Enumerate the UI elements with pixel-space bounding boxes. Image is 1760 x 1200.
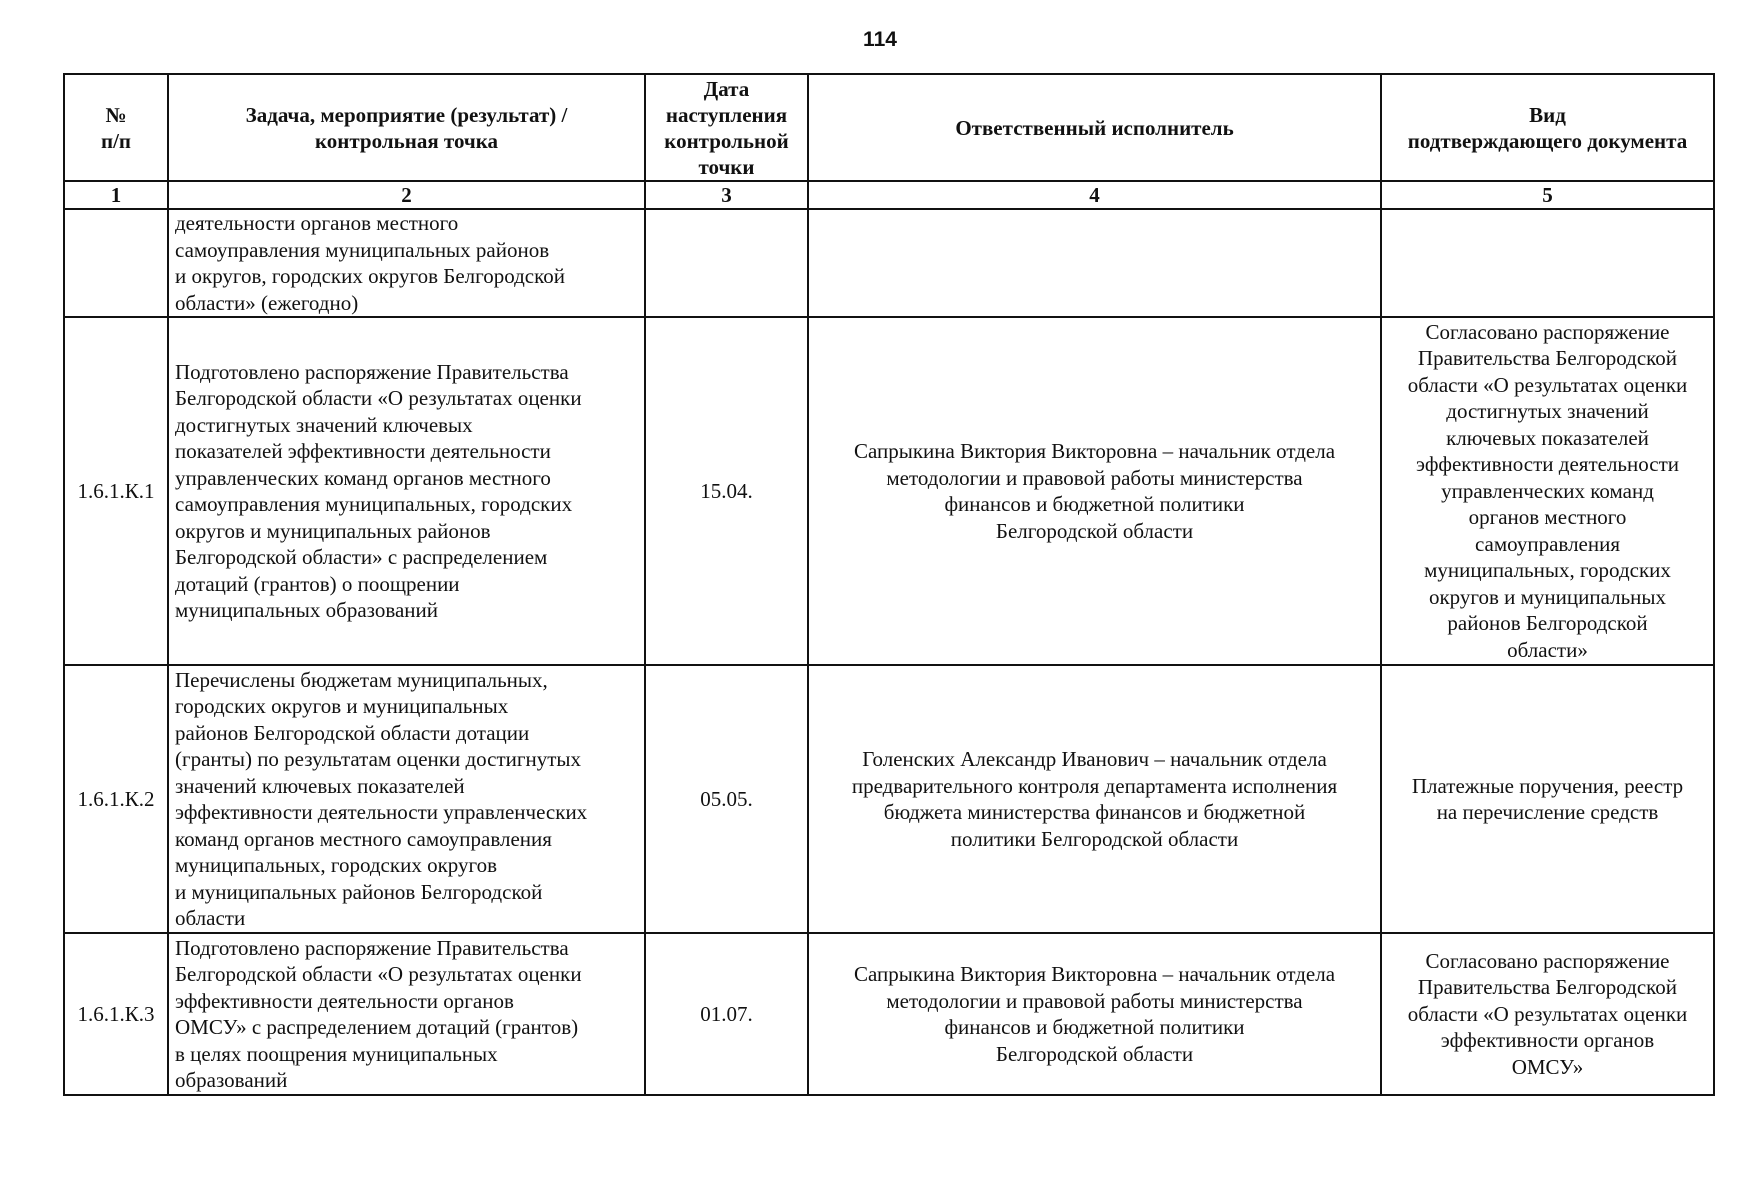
table-row (64, 665, 1714, 933)
column-number: 3 (645, 181, 808, 209)
row-document-cell: Согласовано распоряжение Правительства Белгородской области «О результатах оценки достигнутых значений ключевых показателей эффективности деятельности управленческих команд органов местного самоуправления муниципальных, городских округов и муниципальных районов Белгородской области» (1381, 317, 1714, 665)
row-document-cell: Согласовано распоряжение Правительства Белгородской области «О результатах оценки эффективности органов ОМСУ» (1381, 933, 1714, 1095)
column-number: 2 (168, 181, 645, 209)
row-document-cell (1381, 209, 1714, 317)
header-document (1381, 74, 1714, 181)
header-document-label: Вид подтверждающего документа (1407, 102, 1688, 153)
header-num-label: № п/п (100, 102, 132, 153)
row-document-cell: Платежные поручения, реестр на перечисление средств (1381, 665, 1714, 933)
header-responsible (808, 74, 1381, 181)
control-points-table (63, 73, 1715, 1096)
page-number: 114 (863, 28, 897, 51)
header-num (64, 74, 168, 181)
header-task-label: Задача, мероприятие (результат) / контрольная точка (245, 102, 568, 153)
row-date-cell: 15.04. (645, 317, 808, 665)
row-num-cell: 1.6.1.К.1 (64, 317, 168, 665)
row-task-cell: Подготовлено распоряжение Правительства Белгородской области «О результатах оценки достигнутых значений ключевых показателей эффективности деятельности управленческих команд органов местного самоуправления муниципальных, городских округов и муниципальных районов Белгородской области» с распределением дотаций (грантов) о поощрении муниципальных образований (168, 317, 645, 665)
table-row (64, 209, 1714, 317)
row-date-cell (645, 209, 808, 317)
row-task-cell: Подготовлено распоряжение Правительства Белгородской области «О результатах оценки эффективности деятельности органов ОМСУ» с распределением дотаций (грантов) в целях поощрения муниципальных образований (168, 933, 645, 1095)
table-row (64, 317, 1714, 665)
column-number: 5 (1381, 181, 1714, 209)
table-row (64, 933, 1714, 1095)
column-number: 1 (64, 181, 168, 209)
row-date-cell: 05.05. (645, 665, 808, 933)
row-task-cell: Перечислены бюджетам муниципальных, городских округов и муниципальных районов Белгородской области дотации (гранты) по результатам оценки достигнутых значений ключевых показателей эффективности деятельности управленческих команд органов местного самоуправления муниципальных, городских округов и муниципальных районов Белгородской области (168, 665, 645, 933)
row-num-cell (64, 209, 168, 317)
row-responsible-cell: Сапрыкина Виктория Викторовна – начальник отдела методологии и правовой работы министерства финансов и бюджетной политики Белгородской области (808, 933, 1381, 1095)
header-task (168, 74, 645, 181)
column-number-row (64, 181, 1714, 209)
row-responsible-cell: Голенских Александр Иванович – начальник отдела предварительного контроля департамента исполнения бюджета министерства финансов и бюджетной политики Белгородской области (808, 665, 1381, 933)
row-date-cell: 01.07. (645, 933, 808, 1095)
header-date-label: Дата наступления контрольной точки (664, 76, 789, 179)
table-header-row (64, 74, 1714, 181)
row-responsible-cell (808, 209, 1381, 317)
column-number: 4 (808, 181, 1381, 209)
row-responsible-cell: Сапрыкина Виктория Викторовна – начальник отдела методологии и правовой работы министерства финансов и бюджетной политики Белгородской области (808, 317, 1381, 665)
row-num-cell: 1.6.1.К.3 (64, 933, 168, 1095)
row-task-cell: деятельности органов местного самоуправления муниципальных районов и округов, городских округов Белгородской области» (ежегодно) (168, 209, 645, 317)
header-date (645, 74, 808, 181)
header-responsible-label: Ответственный исполнитель (955, 115, 1234, 140)
row-num-cell: 1.6.1.К.2 (64, 665, 168, 933)
